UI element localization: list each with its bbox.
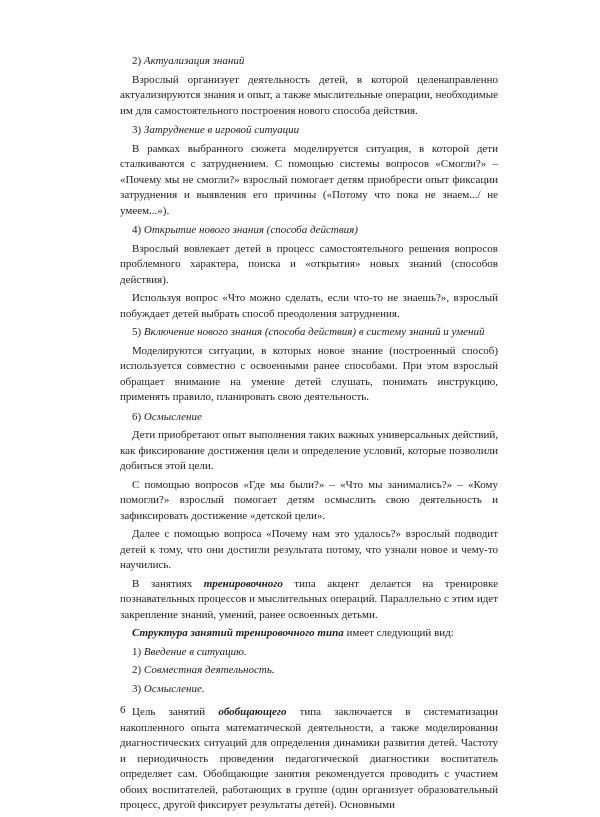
section-5-heading: [120, 325, 498, 341]
section-2-paragraph: Взрослый организует деятельность детей, в которой целенаправленно актуализируются знания и опыт, а также мыслительные операции, необходимые им для самостоятельного построения нового способа действия.: [120, 73, 498, 117]
section-2-title: Актуализация знаний: [143, 55, 245, 67]
section-6-title: Осмысление: [143, 410, 202, 423]
section-3-paragraph: В рамках выбранного сюжета моделируется ситуация, в которой дети сталкиваются с затруднением. С помощью системы вопросов «Смогли?» – «Почему мы не смогли?» взрослый помогает детям приобрести опыт фиксации затруднения и выявления его причины («Потому что пока не знаем.../ не умеем...»).: [120, 142, 498, 217]
section-2-heading: [120, 54, 498, 70]
generalizing-paragraph: [120, 705, 498, 814]
training-item-1-number: 1): [132, 645, 142, 658]
section-4-paragraph-2: Используя вопрос «Что можно сделать, если что-то не знаешь?», взрослый побуждает детей выбрать способ преодоления затруднения.: [120, 292, 498, 320]
section-3-number: 3): [132, 124, 142, 136]
section-3-heading: [120, 123, 498, 139]
training-item-2-text: Совместная деятельность.: [143, 664, 275, 676]
training-item-3-number: 3): [132, 682, 142, 695]
generalizing-text-before: Цель занятий: [132, 706, 219, 718]
training-structure-line: [120, 626, 498, 642]
section-6-paragraph-3: Далее с помощью вопроса «Почему нам это удалось?» взрослый подводит детей к тому, что они достигли результата потому, что узнали новое и чему-то научились.: [120, 528, 498, 571]
page-body: [120, 50, 498, 817]
training-text-after: типа акцент делается на тренировке познавательных процессов и мыслительных операций. Параллельно с этим идет закрепление знаний, умений, ранее освоенных детьми.: [120, 577, 499, 621]
training-structure-item-3: [120, 682, 498, 698]
section-4-heading: [120, 223, 498, 239]
section-4-paragraph-1: Взрослый вовлекает детей в процесс самостоятельного решения вопросов проблемного характера, поиска и «открытия» новых знаний (способов действия).: [120, 242, 498, 286]
section-5-number: 5): [132, 326, 142, 338]
training-structure-item-2: [120, 663, 498, 679]
generalizing-type-term: обобщающего: [218, 706, 287, 718]
training-item-3-text: Осмысление.: [143, 682, 205, 695]
training-item-2-number: 2): [132, 664, 142, 676]
section-4-title: Открытие нового знания (способа действия): [143, 224, 358, 236]
training-structure-item-1: [120, 645, 498, 661]
section-5-title: Включение нового знания (способа действия) в систему знаний и умений: [143, 326, 485, 338]
section-6-paragraph-1: Дети приобретают опыт выполнения таких важных универсальных действий, как фиксирование достижения цели и определение условий, которые позволили добиться этой цели.: [120, 429, 498, 472]
section-4-number: 4): [132, 224, 142, 236]
training-type-term: тренировочного: [203, 577, 283, 590]
training-text-before: В занятиях: [132, 577, 204, 590]
section-6-paragraph-2: С помощью вопросов «Где мы были?» – «Что мы занимались?» – «Кому помогли?» взрослый помогает детям осмыслить свою деятельность и зафиксировать достижение «детской цели».: [120, 478, 498, 522]
section-3-title: Затруднение в игровой ситуации: [143, 124, 300, 136]
training-structure-after: имеет следующий вид:: [343, 627, 454, 639]
training-structure-term: Структура занятий тренировочного типа: [132, 627, 344, 639]
training-item-1-text: Введение в ситуацию.: [143, 645, 247, 658]
training-paragraph: [120, 577, 498, 624]
page-number: 6: [120, 704, 126, 716]
section-5-paragraph: Моделируются ситуации, в которых новое знание (построенный способ) используется совместно с освоенными ранее способами. При этом взрослый обращает внимание на умение детей слушать, понимать инструкцию, применять правило, планировать свою деятельность.: [120, 344, 498, 403]
section-6-number: 6): [132, 410, 142, 423]
section-2-number: 2): [132, 55, 142, 67]
section-6-heading: [120, 410, 498, 426]
generalizing-text-after: типа заключается в систематизации накопленного опыта математической деятельности, а также моделировании диагностических ситуаций для определения динамики развития детей. Частоту и периодичность проведения педагогической диагностики воспитатель определяет сам. Обобщающие занятия рекомендуется проводить с участием обоих воспитателей, работающих в группе (один организует образовательный процесс, другой фиксирует результаты детей). Основными: [120, 706, 498, 811]
